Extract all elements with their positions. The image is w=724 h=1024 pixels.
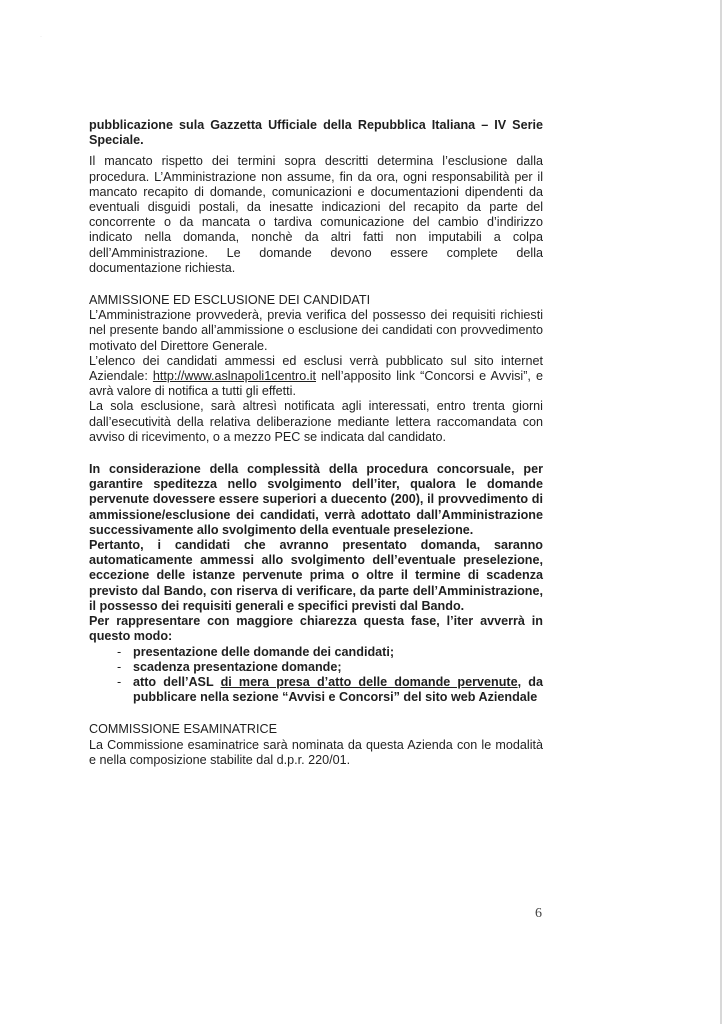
procedura-paragraph-2: Pertanto, i candidati che avranno presentato domanda, saranno automaticamente ammessi allo svolgimento dell’eventuale preselezione, eccezione delle istanze pervenute prima o oltre il termine di scadenza previsto dal Bando, con riserva di verificare, da parte dell’Amministrazione, il possesso dei requisiti generali e specifici previsti dal Bando. — [89, 538, 543, 613]
commissione-paragraph: La Commissione esaminatrice sarà nominata da questa Azienda con le modalità e nella composizione stabilite dal d.p.r. 220/01. — [89, 737, 543, 767]
intro-paragraph: pubblicazione sula Gazzetta Ufficiale della Repubblica Italiana – IV Serie Speciale. — [89, 118, 543, 148]
ammissione-p2-text-before: L’elenco dei candidati ammessi ed esclusi verrà pubblicato sul sito internet Aziendale: — [89, 353, 543, 384]
document-page — [89, 118, 543, 768]
scan-artifact: · — [40, 34, 42, 40]
ammissione-paragraph-1: L’Amministrazione provvederà, previa verifica del possesso dei requisiti richiesti nel presente bando all’ammissione o esclusione dei candidati con provvedimento motivato del Direttore Generale. — [89, 308, 543, 353]
step-text: scadenza presentazione domande; — [133, 659, 342, 674]
ammissione-paragraph-2 — [89, 354, 543, 400]
bullet-dash: - — [117, 674, 122, 689]
list-item — [89, 675, 543, 705]
deadline-paragraph: Il mancato rispetto dei termini sopra descritti determina l’esclusione dalla procedura. L’Amministrazione non assume, fin da ora, ogni responsabilità per il mancato recapito di domande, comunicazioni e documentazioni dipendenti da eventuali disguidi postali, da inesatte indicazioni del recapito da parte del concorrente o da mancata o tardiva comunicazione del cambio d’indirizzo indicato nella domanda, nonchè da altri fatti non imputabili a colpa dell’Amministrazione. Le domande devono essere complete della documentazione richiesta. — [89, 154, 543, 275]
page-number: 6 — [535, 906, 542, 921]
procedura-paragraph-1: In considerazione della complessità della procedura concorsuale, per garantire speditezza nello svolgimento dell’iter, qualora le domande pervenute dovessere essere superiori a duecento (200), il provvedimento di ammissione/esclusione dei candidati, verrà adottato dall’Amministrazione successivamente allo svolgimento della eventuale preselezione. — [89, 462, 543, 537]
step-text: presentazione delle domande dei candidati; — [133, 644, 395, 659]
list-item — [89, 660, 543, 675]
bullet-dash: - — [117, 659, 122, 674]
bullet-dash: - — [117, 644, 122, 659]
step-text-after: , da pubblicare nella sezione “Avvisi e Concorsi” del sito web Aziendale — [133, 674, 543, 705]
section-heading-ammissione: AMMISSIONE ED ESCLUSIONE DEI CANDIDATI — [89, 293, 371, 308]
scan-edge — [720, 0, 722, 1024]
iter-steps-list — [89, 645, 543, 706]
ammissione-p2-text-after: nell’apposito link “Concorsi e Avvisi”, e avrà valore di notifica a tutti gli effetti. — [89, 369, 543, 399]
section-heading-commissione: COMMISSIONE ESAMINATRICE — [89, 722, 277, 737]
step-text-underlined: di mera presa d’atto delle domande pervenute — [220, 674, 518, 689]
step-text-before: atto dell’ASL — [133, 674, 221, 689]
procedura-paragraph-3: Per rappresentare con maggiore chiarezza questa fase, l’iter avverrà in questo modo: — [89, 614, 543, 644]
asl-website-link[interactable]: http://www.aslnapoli1centro.it — [152, 369, 317, 384]
ammissione-paragraph-3: La sola esclusione, sarà altresì notificata agli interessati, entro trenta giorni dall’esecutività della relativa deliberazione mediante lettera raccomandata con avviso di ricevimento, o a mezzo PEC se indicata dal candidato. — [89, 399, 543, 444]
list-item — [89, 645, 543, 660]
